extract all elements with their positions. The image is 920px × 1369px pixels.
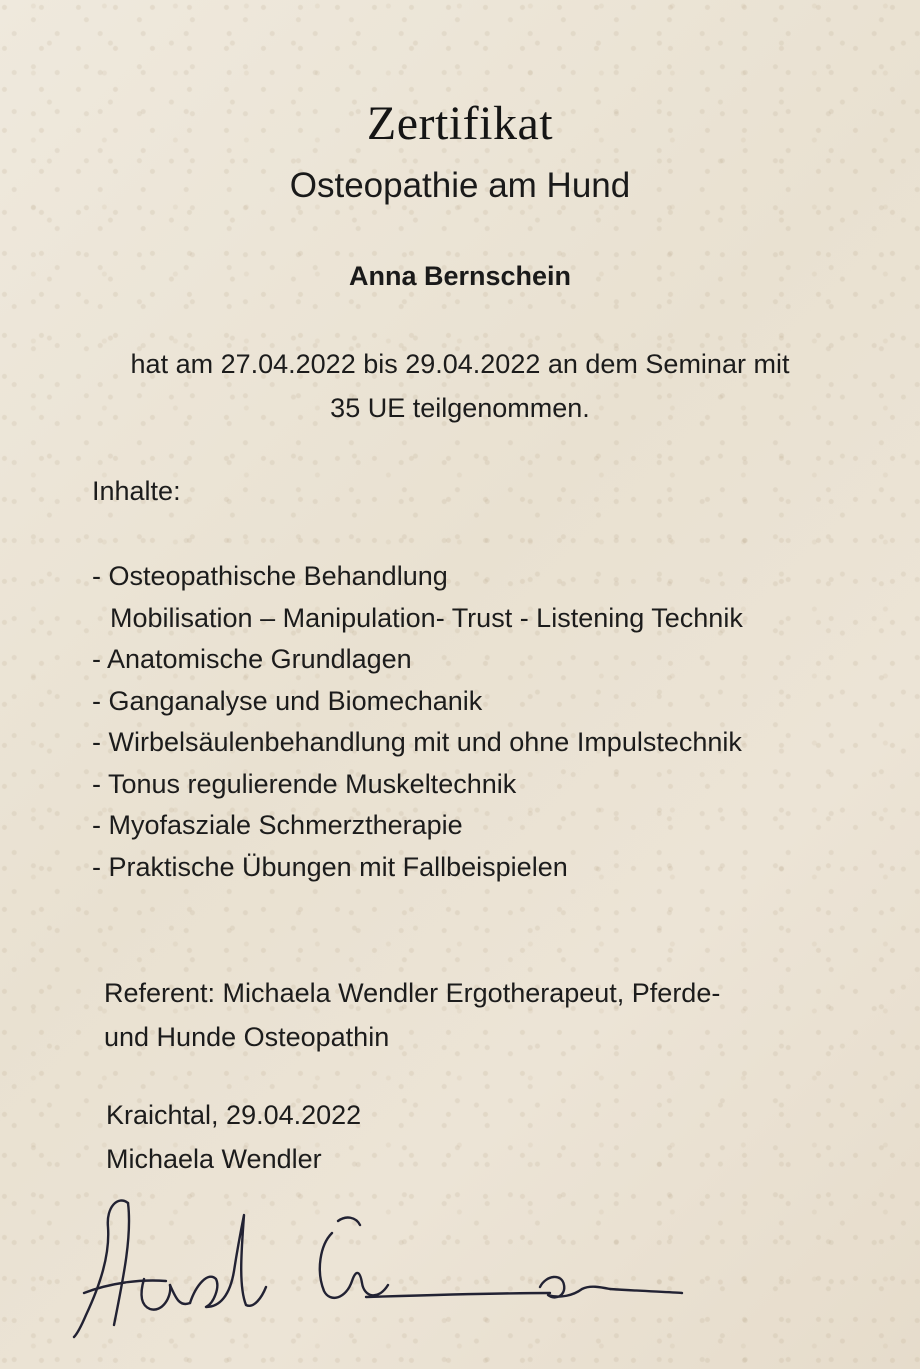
participant-name: Anna Bernschein (348, 261, 572, 291)
list-item: - Tonus regulierende Muskeltechnik (92, 768, 517, 799)
list-item: Mobilisation – Manipulation- Trust - Listening Technik (110, 602, 743, 633)
list-item: - Myofasziale Schmerztherapie (92, 810, 463, 840)
certificate-subtitle: Osteopathie am Hund (289, 166, 631, 205)
contents-heading: Inhalte: (92, 476, 181, 506)
place-date: Kraichtal, 29.04.2022 (106, 1100, 362, 1130)
referent-line: und Hunde Osteopathin (104, 1022, 390, 1052)
list-item: - Osteopathische Behandlung (92, 561, 448, 591)
signatory-name: Michaela Wendler (106, 1144, 322, 1174)
list-item: - Wirbelsäulenbehandlung mit und ohne Impulstechnik (92, 727, 742, 757)
list-item: - Ganganalyse und Biomechanik (92, 685, 483, 716)
referent-line: Referent: Michaela Wendler Ergotherapeut, Pferde- (104, 978, 721, 1008)
contents-list (92, 556, 743, 888)
place-date-block (106, 1093, 361, 1181)
referent-info (104, 971, 720, 1059)
list-item: - Praktische Übungen mit Fallbeispielen (92, 851, 568, 882)
certificate-title: Zertifikat (366, 97, 554, 150)
participation-statement (60, 342, 860, 430)
participation-line: hat am 27.04.2022 bis 29.04.2022 an dem Seminar mit (130, 349, 790, 379)
participation-line: 35 UE teilgenommen. (330, 393, 590, 423)
handwritten-signature (70, 1175, 690, 1355)
list-item: - Anatomische Grundlagen (92, 644, 412, 674)
